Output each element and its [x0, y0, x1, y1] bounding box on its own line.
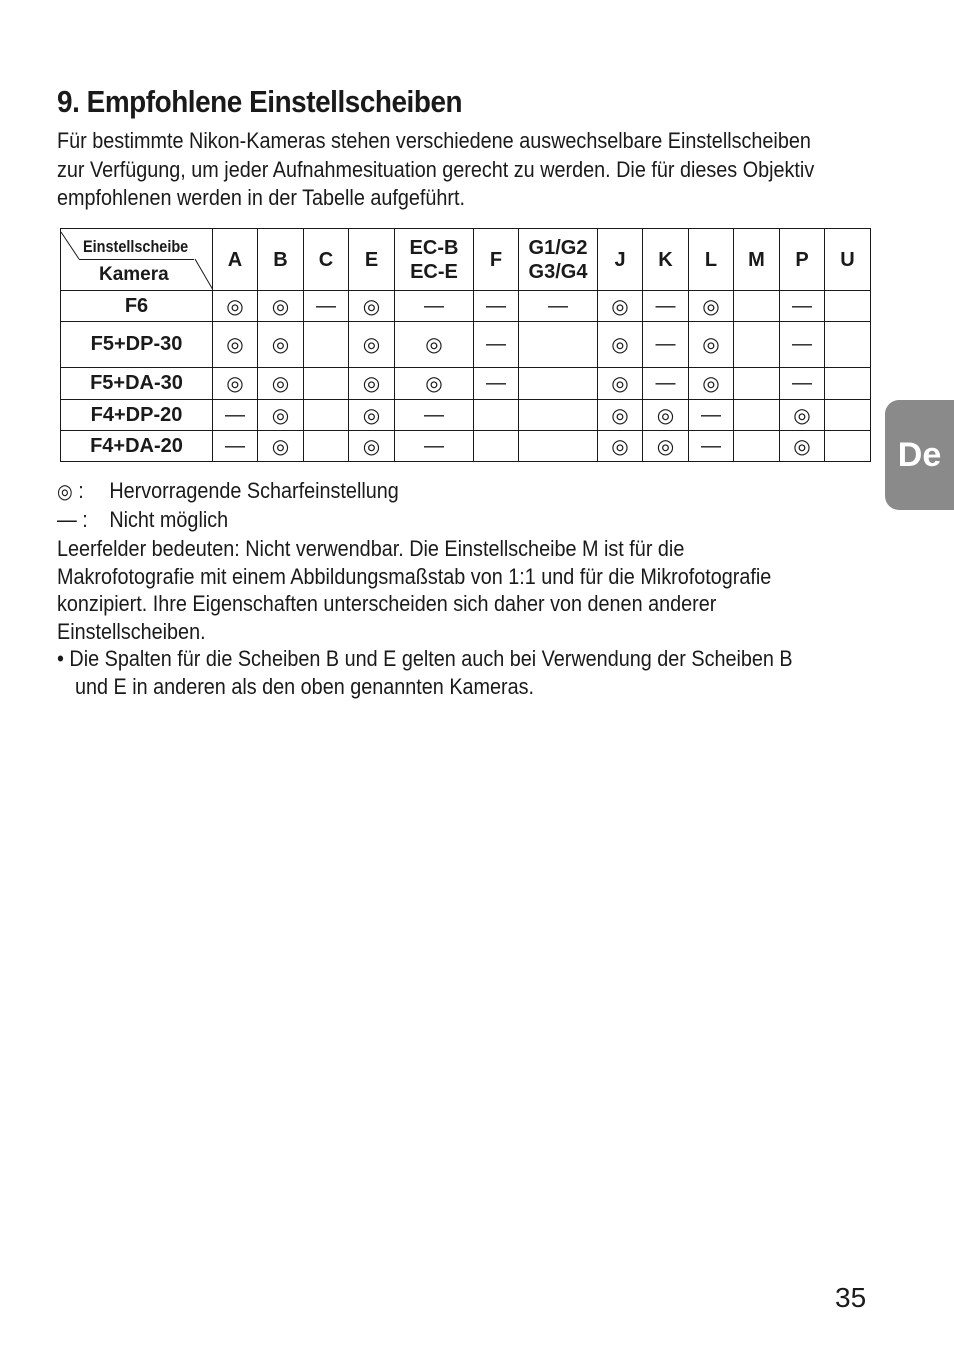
compatibility-cell — [213, 291, 258, 322]
compatibility-cell — [519, 368, 598, 400]
compatibility-cell — [780, 400, 825, 431]
dash-icon: — — [701, 403, 721, 426]
focusing-screen-table — [60, 228, 871, 462]
dash-icon: — — [655, 294, 676, 317]
compatibility-cell — [598, 368, 643, 400]
compatibility-cell — [474, 368, 519, 400]
corner-divider — [79, 259, 194, 260]
double-circle-icon: ◎ — [362, 295, 381, 318]
double-circle-icon: ◎ — [702, 373, 720, 395]
double-circle-icon: ◎ — [271, 435, 290, 458]
intro-line: Für bestimmte Nikon-Kameras stehen verschiedene auswechselbare Einstellscheiben — [57, 128, 811, 153]
compatibility-cell — [474, 400, 519, 431]
table-row — [61, 431, 871, 462]
intro-line: empfohlenen werden in der Tabelle aufgeführt. — [57, 185, 466, 210]
column-header-label: G3/G4 — [528, 260, 588, 283]
compatibility-cell — [395, 322, 474, 368]
compatibility-cell — [825, 368, 871, 400]
dash-icon: — — [225, 403, 245, 426]
compatibility-cell — [213, 431, 258, 462]
compatibility-cell — [643, 431, 689, 462]
compatibility-cell — [474, 291, 519, 322]
legend-text: Hervorragende Scharfeinstellung — [109, 478, 399, 503]
double-circle-icon: ◎ — [702, 334, 720, 356]
column-header-label: B — [273, 248, 288, 271]
compatibility-cell — [780, 431, 825, 462]
column-header-label: P — [795, 248, 809, 271]
table-corner-header — [61, 229, 213, 291]
double-circle-icon: ◎ — [271, 334, 290, 356]
intro-paragraph — [57, 127, 867, 213]
note-bullet-continuation: und E in anderen als den oben genannten Kameras. — [75, 673, 535, 699]
column-header — [825, 229, 871, 291]
compatibility-cell — [734, 291, 780, 322]
compatibility-cell — [689, 368, 734, 400]
compatibility-cell — [474, 322, 519, 368]
compatibility-cell — [349, 291, 395, 322]
note-line: Leerfelder bedeuten: Nicht verwendbar. Die Einstellscheibe M ist für die — [57, 536, 685, 561]
column-header — [304, 229, 349, 291]
dash-icon: — — [548, 294, 568, 317]
compatibility-cell — [825, 322, 871, 368]
compatibility-cell — [598, 400, 643, 431]
double-circle-icon: ◎ — [611, 435, 629, 458]
compatibility-cell — [395, 400, 474, 431]
dash-icon: — — [424, 403, 444, 426]
column-header — [519, 229, 598, 291]
double-circle-icon: ◎ — [611, 334, 629, 356]
column-header — [258, 229, 304, 291]
compatibility-cell — [643, 291, 689, 322]
compatibility-cell — [213, 368, 258, 400]
camera-cell: F4+DA-20 — [61, 431, 213, 462]
column-header — [734, 229, 780, 291]
compatibility-cell — [643, 322, 689, 368]
double-circle-icon: ◎ — [656, 404, 675, 427]
column-header — [598, 229, 643, 291]
compatibility-cell — [780, 322, 825, 368]
table-row — [61, 291, 871, 322]
double-circle-icon: ◎ — [611, 404, 629, 427]
column-header — [474, 229, 519, 291]
note-line: Makrofotografie mit einem Abbildungsmaßstab von 1:1 und für die Mikrofotografie — [57, 563, 772, 589]
double-circle-icon: ◎ — [57, 481, 73, 503]
double-circle-icon: ◎ — [362, 404, 381, 427]
column-header-label: M — [748, 248, 765, 271]
compatibility-cell — [349, 368, 395, 400]
compatibility-cell — [598, 322, 643, 368]
compatibility-cell — [643, 400, 689, 431]
dash-icon: — — [792, 294, 812, 317]
compatibility-cell — [395, 431, 474, 462]
dash-icon: — — [486, 294, 506, 317]
double-circle-icon: ◎ — [362, 435, 381, 458]
table-body — [61, 291, 871, 462]
table-row — [61, 322, 871, 368]
double-circle-icon: ◎ — [226, 334, 244, 356]
table-row — [61, 400, 871, 431]
compatibility-cell — [213, 322, 258, 368]
camera-cell: F6 — [61, 291, 213, 322]
column-header-label: E — [364, 248, 379, 271]
compatibility-cell — [780, 368, 825, 400]
compatibility-cell — [213, 400, 258, 431]
compatibility-cell — [258, 291, 304, 322]
legend-item-impossible — [57, 505, 399, 534]
compatibility-cell — [689, 431, 734, 462]
compatibility-cell — [734, 431, 780, 462]
legend-text: Nicht möglich — [109, 507, 229, 532]
double-circle-icon: ◎ — [425, 334, 443, 356]
legend-symbol: — : — [57, 507, 88, 532]
double-circle-icon: ◎ — [793, 435, 811, 458]
corner-label-camera: Kamera — [99, 264, 169, 285]
double-circle-icon: ◎ — [271, 404, 290, 427]
compatibility-cell — [598, 291, 643, 322]
double-circle-icon: ◎ — [362, 373, 381, 395]
compatibility-cell — [395, 291, 474, 322]
column-header-label: G1/G2 — [528, 236, 588, 259]
dash-icon: — — [225, 434, 245, 457]
column-header — [349, 229, 395, 291]
column-header — [780, 229, 825, 291]
dash-icon: — — [57, 507, 77, 532]
compatibility-cell — [519, 291, 598, 322]
compatibility-cell — [825, 431, 871, 462]
compatibility-cell — [304, 322, 349, 368]
dash-icon: — — [316, 294, 336, 317]
column-header-label: A — [227, 248, 243, 271]
legend-item-excellent — [57, 476, 399, 505]
compatibility-cell — [304, 400, 349, 431]
intro-line: zur Verfügung, um jeder Aufnahmesituation gerecht zu werden. Die für dieses Objektiv — [57, 156, 815, 182]
compatibility-cell — [519, 400, 598, 431]
compatibility-cell — [304, 291, 349, 322]
compatibility-cell — [304, 431, 349, 462]
compatibility-cell — [643, 368, 689, 400]
column-header — [213, 229, 258, 291]
compatibility-cell — [258, 322, 304, 368]
compatibility-cell — [519, 322, 598, 368]
column-header-label: U — [840, 248, 855, 271]
compatibility-cell — [734, 400, 780, 431]
dash-icon: — — [792, 372, 812, 394]
page-title: 9. Empfohlene Einstellscheiben — [57, 84, 463, 119]
compatibility-cell — [689, 291, 734, 322]
double-circle-icon: ◎ — [226, 295, 244, 318]
double-circle-icon: ◎ — [271, 373, 290, 395]
table-row — [61, 368, 871, 400]
compatibility-cell — [349, 431, 395, 462]
compatibility-cell — [689, 400, 734, 431]
corner-label-screen: Einstellscheibe — [83, 237, 189, 256]
dash-icon: — — [424, 294, 444, 317]
note-bullet: • Die Spalten für die Scheiben B und E gelten auch bei Verwendung der Scheiben B — [57, 646, 793, 671]
double-circle-icon: ◎ — [702, 295, 720, 318]
double-circle-icon: ◎ — [611, 295, 629, 318]
dash-icon: — — [655, 333, 676, 355]
double-circle-icon: ◎ — [271, 295, 290, 318]
column-header-label: EC-E — [410, 260, 458, 283]
double-circle-icon: ◎ — [793, 404, 811, 427]
dash-icon: — — [424, 434, 444, 457]
legend-symbol: ◎ : — [57, 478, 84, 503]
compatibility-cell — [474, 431, 519, 462]
compatibility-cell — [349, 400, 395, 431]
column-header-label: J — [614, 248, 626, 271]
note-line: Einstellscheiben. — [57, 618, 206, 644]
compatibility-cell — [734, 368, 780, 400]
double-circle-icon: ◎ — [425, 373, 443, 395]
column-header-label: EC-B — [409, 236, 459, 259]
compatibility-cell — [395, 368, 474, 400]
compatibility-cell — [349, 322, 395, 368]
double-circle-icon: ◎ — [611, 373, 629, 395]
table-header-row — [61, 229, 871, 291]
compatibility-cell — [258, 400, 304, 431]
page-number: 35 — [835, 1282, 867, 1313]
camera-cell: F5+DA-30 — [61, 368, 213, 400]
double-circle-icon: ◎ — [656, 435, 675, 458]
column-header-label: C — [318, 248, 334, 271]
notes — [57, 535, 793, 700]
column-header-label: K — [658, 248, 673, 271]
note-line: konzipiert. Ihre Eigenschaften unterscheiden sich daher von denen anderer — [57, 591, 717, 616]
dash-icon: — — [792, 333, 812, 355]
legend — [57, 476, 399, 534]
compatibility-cell — [258, 431, 304, 462]
column-header — [643, 229, 689, 291]
dash-icon: — — [486, 333, 506, 355]
double-circle-icon: ◎ — [226, 373, 244, 395]
compatibility-cell — [780, 291, 825, 322]
dash-icon: — — [486, 372, 506, 394]
compatibility-cell — [825, 400, 871, 431]
column-header-label: L — [704, 248, 718, 271]
column-header — [689, 229, 734, 291]
compatibility-cell — [734, 322, 780, 368]
dash-icon: — — [655, 372, 676, 394]
compatibility-cell — [689, 322, 734, 368]
dash-icon: — — [701, 434, 721, 457]
camera-cell: F5+DP-30 — [61, 322, 213, 368]
language-tab: De — [885, 400, 954, 510]
column-header-label: F — [489, 248, 503, 271]
compatibility-cell — [304, 368, 349, 400]
compatibility-cell — [519, 431, 598, 462]
camera-cell: F4+DP-20 — [61, 400, 213, 431]
compatibility-cell — [258, 368, 304, 400]
compatibility-cell — [825, 291, 871, 322]
compatibility-cell — [598, 431, 643, 462]
double-circle-icon: ◎ — [362, 334, 381, 356]
column-header — [395, 229, 474, 291]
